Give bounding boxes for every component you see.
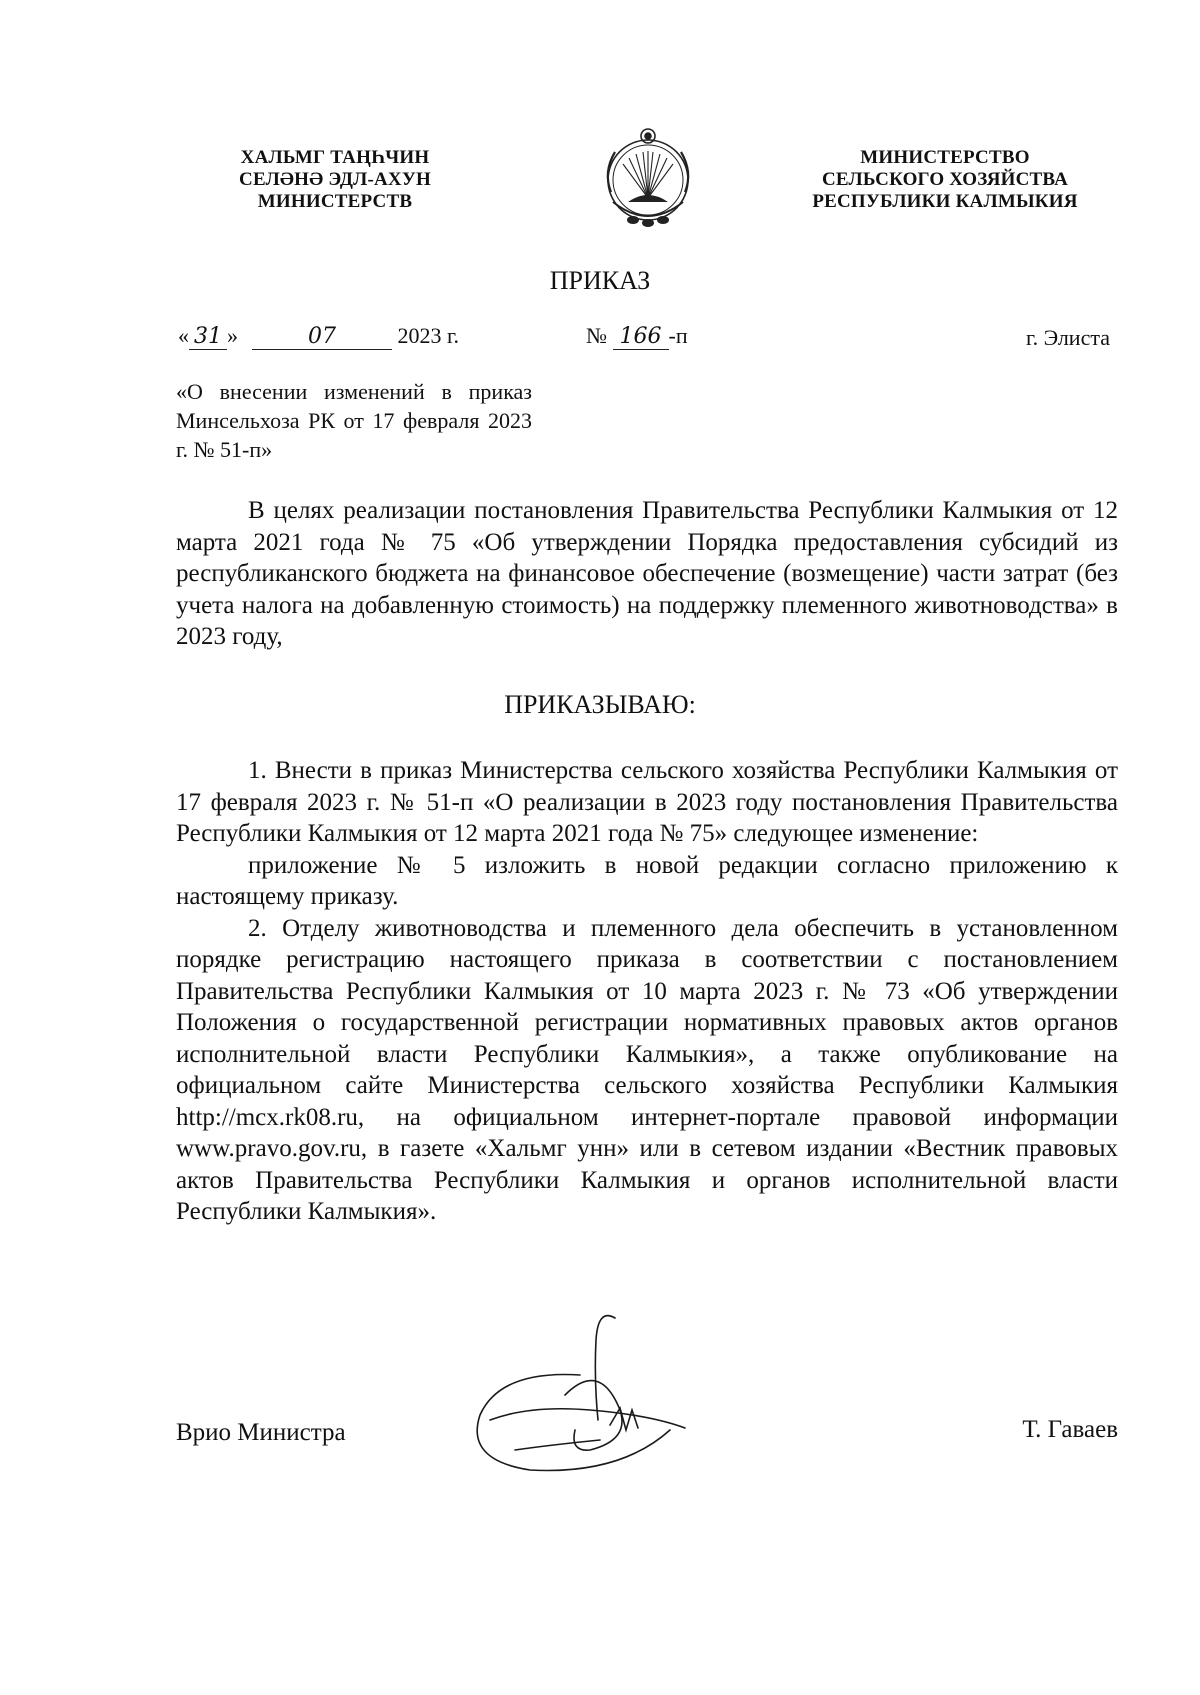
header-right-line: СЕЛЬСКОГО ХОЗЯЙСТВА xyxy=(821,169,1069,190)
header-right-line: МИНИСТЕРСТВО xyxy=(860,147,1030,168)
date-month: 07 xyxy=(252,325,392,350)
document-number: № 166 -п xyxy=(586,323,688,349)
document-number-value: 166 xyxy=(613,325,669,350)
document-city: г. Элиста xyxy=(1026,325,1110,350)
date-day: 31 xyxy=(189,325,227,350)
header-left-line: ХАЛЬМГ ТАҢҺЧИН xyxy=(240,147,430,168)
order-items xyxy=(176,755,1118,1228)
signatory-name: Т. Гаваев xyxy=(1022,1416,1118,1443)
header-left-line: МИНИСТЕРСТВ xyxy=(257,191,413,212)
preamble-paragraph: В целях реализации постановления Правительства Республики Калмыкия от 12 марта 2021 года № 75 «Об утверждении Порядка предоставления субсидий из республиканского бюджета на финансовое обеспечение (возмещение) части затрат (без учета налога на добавленную стоимость) на поддержку племенного животноводства» в 2023 году, xyxy=(176,497,1118,650)
order-item-1: 1. Внести в приказ Министерства сельского хозяйства Республики Калмыкия от 17 февраля 2023 г. № 51-п «О реализации в 2023 году постановления Правительства Республики Калмыкия от 12 марта 2021 года № 75» следующее изменение: xyxy=(176,757,1118,847)
handwritten-signature-icon xyxy=(470,1300,700,1480)
preamble xyxy=(176,495,1118,653)
order-word: ПРИКАЗЫВАЮ: xyxy=(504,690,696,719)
header-left-block xyxy=(210,147,460,213)
header-right-line: РЕСПУБЛИКИ КАЛМЫКИЯ xyxy=(812,191,1078,212)
document-type-title: ПРИКАЗ xyxy=(549,266,651,295)
signatory-position: Врио Министра xyxy=(176,1419,346,1446)
document-date: « 31 » 07 2023 г. xyxy=(178,323,460,349)
document-subject: «О внесении изменений в приказ Минсельхоза РК от 17 февраля 2023 г. № 51-п» xyxy=(176,379,532,462)
header-left-line: СЕЛӘНӘ ЭДЛ-АХУН xyxy=(239,169,431,190)
order-item-2: 2. Отделу животноводства и племенного дела обеспечить в установленном порядке регистрацию настоящего приказа в соответствии с постановлением Правительства Республики Калмыкия от 10 марта 2023 г. № 73 «Об утверждении Положения о государственной регистрации нормативных правовых актов органов исполнительной власти Республики Калмыкия», а также опубликование на официальном сайте Министерства сельского хозяйства Республики Калмыкия http://mcx.rk08.ru, на официальном интернет-портале правовой информации www.pravo.gov.ru, в газете «Хальмг унн» или в сетевом издании «Вестник правовых актов Правительства Республики Калмыкия и органов исполнительной власти Республики Калмыкия». xyxy=(176,914,1118,1225)
header-right-block xyxy=(780,147,1110,213)
order-item-1-detail: приложение № 5 изложить в новой редакции согласно приложению к настоящему приказу. xyxy=(176,851,1118,910)
coat-of-arms-icon xyxy=(593,122,703,234)
date-year: 2023 г. xyxy=(397,323,460,348)
